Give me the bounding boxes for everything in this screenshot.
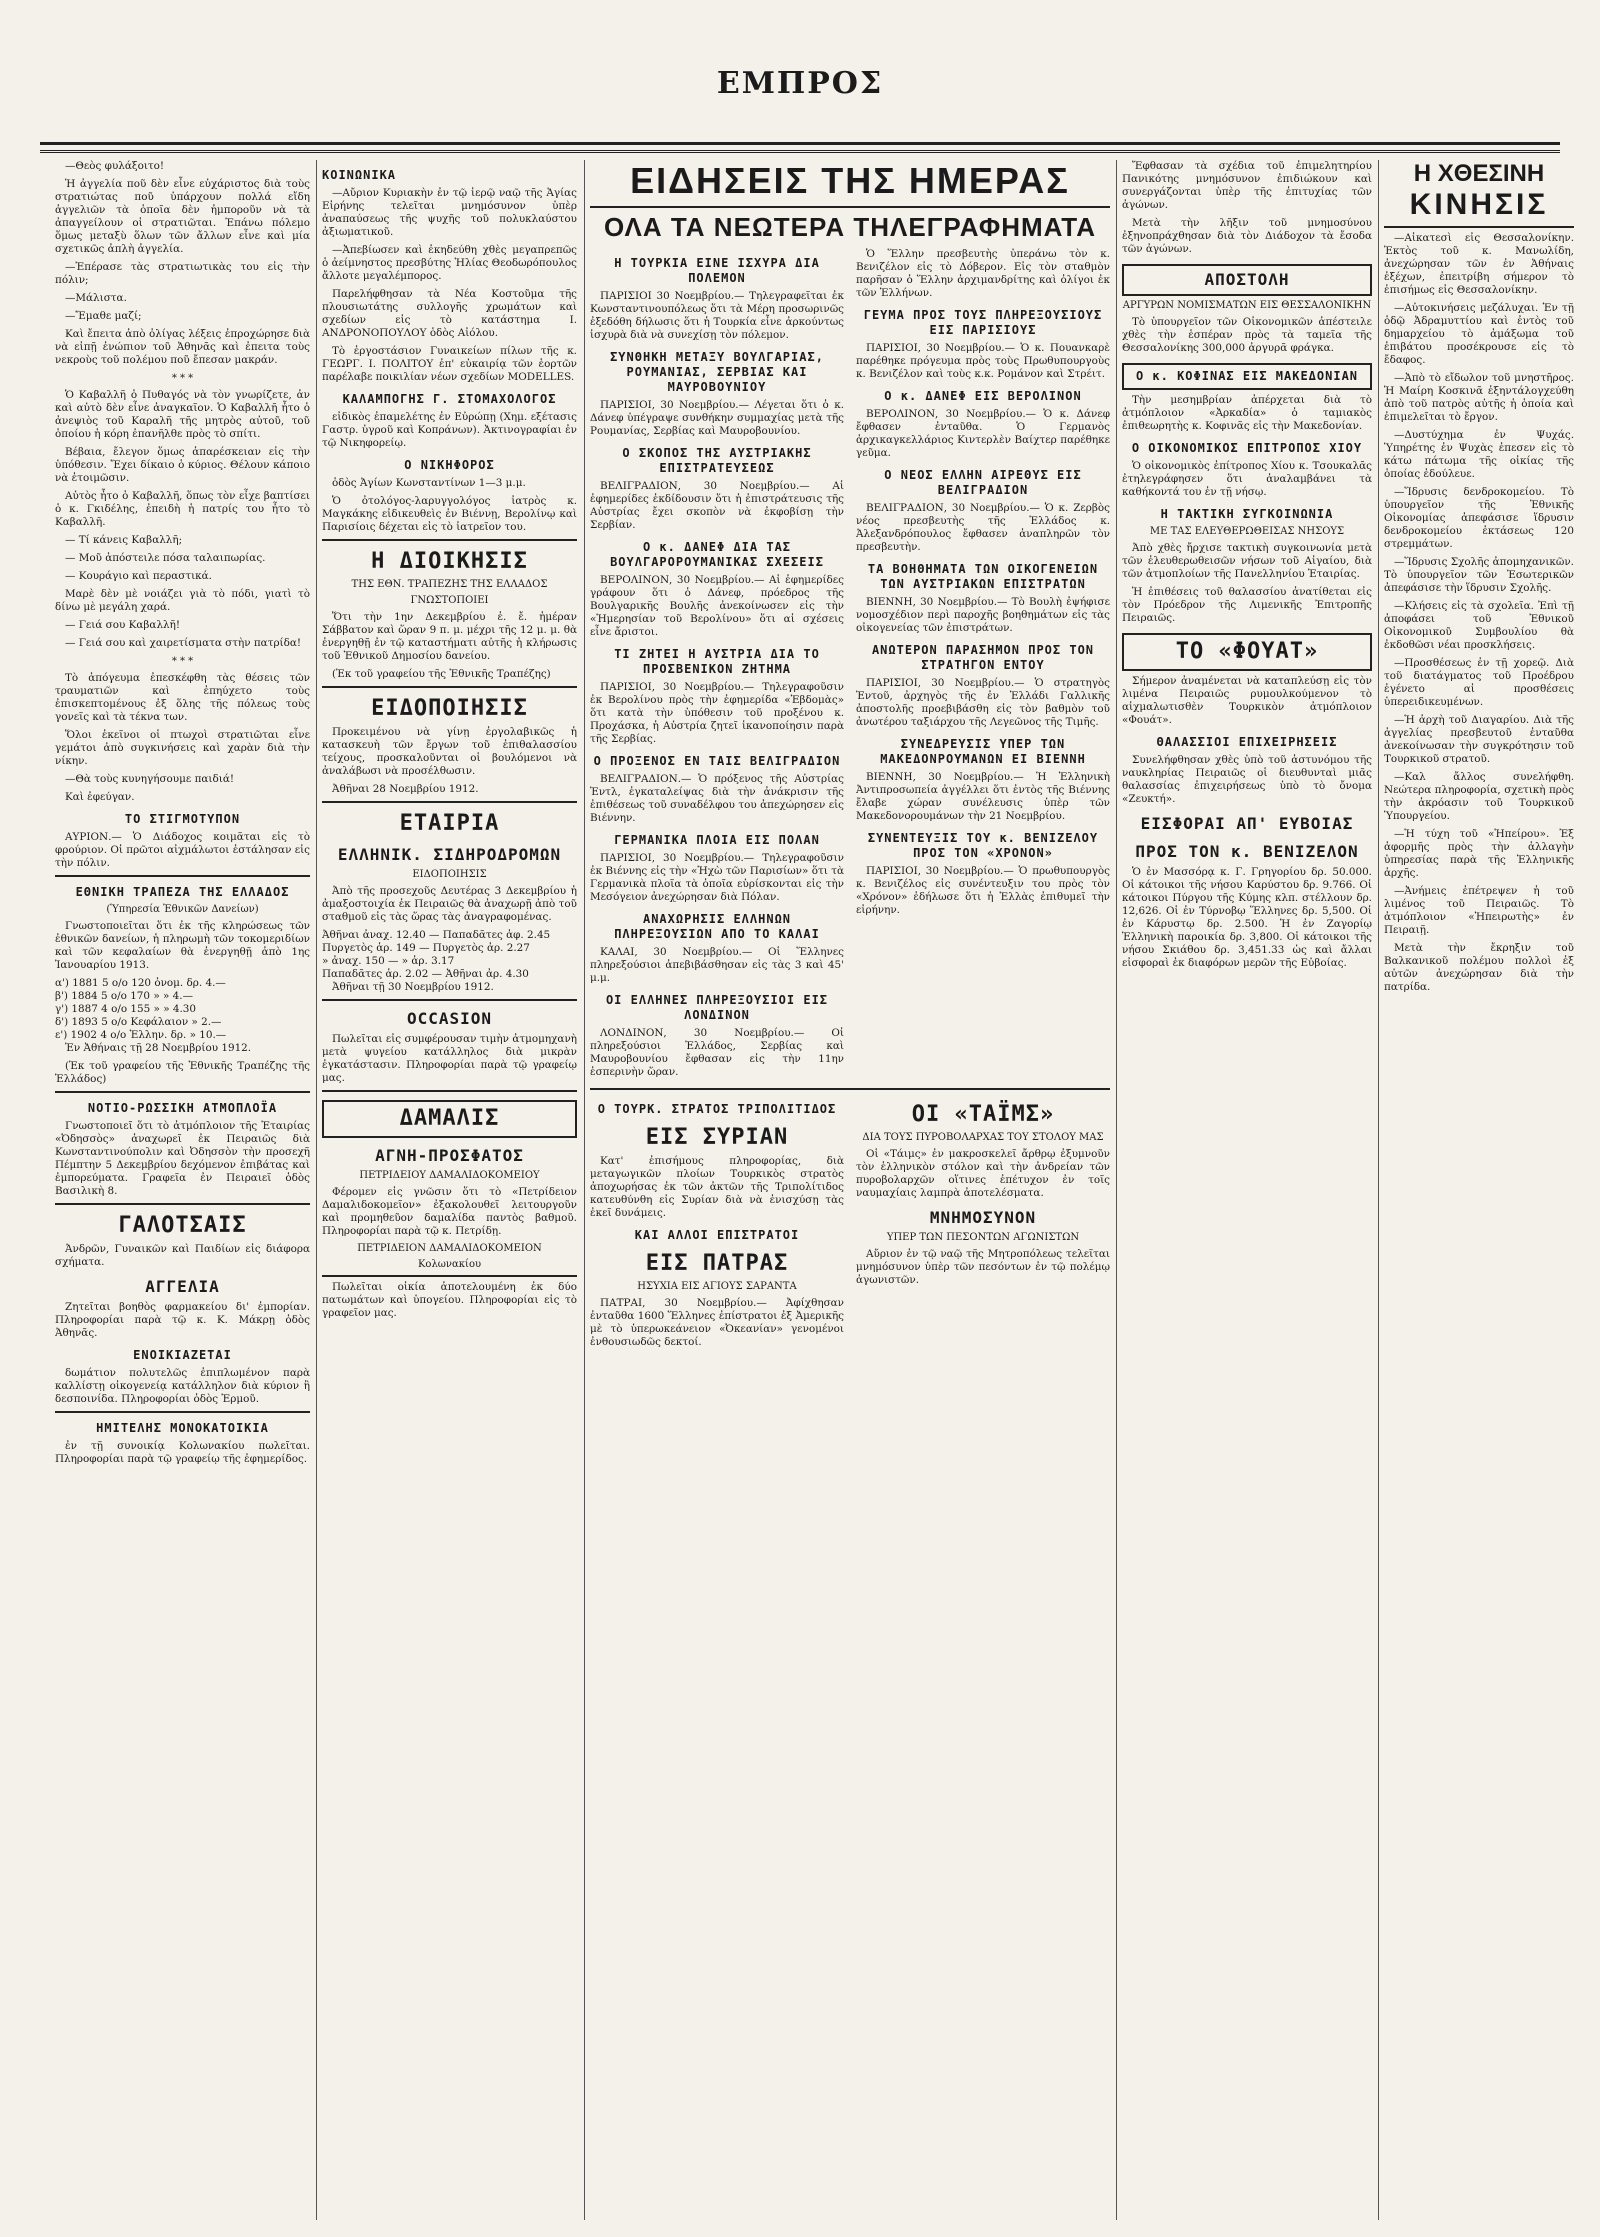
column-6 [1384,160,1574,2220]
ad-text: Προκειμένου νὰ γίνῃ ἐργολαβικῶς ἡ κατασκευὴ τῶν ἔργων τοῦ ἐπιθαλασσίου τείχους, προσκαλοῦνται οἱ βουλόμενοι νὰ ἀναλάβωσι νὰ προσέλθωσιν. [322,726,577,777]
news-heading: ΓΕΥΜΑ ΠΡΟΣ ΤΟΥΣ ΠΛΗΡΕΞΟΥΣΙΟΥΣ ΕΙΣ ΠΑΡΙΣΙΟΥΣ [863,308,1103,337]
ad-subheading: ΑΓΝΗ-ΠΡΟΣΦΑΤΟΣ [375,1146,524,1165]
asterisk-separator: * * * [171,373,194,384]
ad-subheading: ΕΙΔΟΠΟΙΗΣΙΣ [412,869,487,880]
rule [55,1411,310,1413]
news-subheading: ΔΙΑ ΤΟΥΣ ΠΥΡΟΒΟΛΑΡΧΑΣ ΤΟΥ ΣΤΟΛΟΥ ΜΑΣ [862,1132,1104,1143]
news-heading: ΣΥΝΕΔΡΕΥΣΙΣ ΥΠΕΡ ΤΩΝ ΜΑΚΕΔΟΝΡΟΥΜΑΝΩΝ ΕΙ ΒΙΕΝΝΗ [880,737,1086,766]
ad-heading: ΝΟΤΙΟ-ΡΩΣΣΙΚΗ ΑΤΜΟΠΛΟΪΑ [87,1101,278,1115]
news-item: Μετὰ τὴν ἔκρηξιν τοῦ Βαλκανικοῦ πολέμου πολλοὶ ἐξ αὐτῶν ἀνεχώρησαν διὰ τὴν πατρίδα. [1384,942,1574,993]
section-heading: Ο ΟΙΚΟΝΟΜΙΚΟΣ ΕΠΙΤΡΟΠΟΣ ΧΙΟΥ [1131,441,1363,455]
rule [322,686,577,688]
news-item: —Ἵδρυσις δενδροκομείου. Τὸ ὑπουργεῖον τῆς Ἐθνικῆς Οἰκονομίας ἀπεφάσισε ἵδρυσιν δενδροκομείου ἐκτάσεως 120 στρεμμάτων. [1384,486,1574,550]
article-paragraph: —Ἐπέρασε τὰς στρατιωτικὰς του εἰς τὴν πόλιν; [55,261,310,286]
news-text: ΠΑΡΙΣΙΟΙ, 30 Νοεμβρίου.— Ὁ πρωθυπουργὸς κ. Βενιζέλος εἰς συνέντευξιν του πρὸς τὸν «Χρόνον» ἐδήλωσε ὅτι ἡ Ἑλλὰς ἐπιθυμεῖ τὴν εἰρήνην. [856,865,1110,916]
timetable-line: » ἀναχ. 150 — » ἀρ. 3.17 [322,955,455,967]
ad-text: ἐν τῇ συνοικίᾳ Κολωνακίου πωλεῖται. Πληροφορίαι παρὰ τῷ γραφείῳ τῆς ἐφημερίδος. [55,1440,310,1465]
article-paragraph: Ὁ οἰκονομικὸς ἐπίτροπος Χίου κ. Τσουκαλᾶς ἐτηλεγράφησεν ὅτι ἀναλαμβάνει τὰ καθήκοντά του ἐν τῇ νήσῳ. [1122,460,1372,498]
news-subheading: ΥΠΕΡ ΤΩΝ ΠΕΣΟΝΤΩΝ ΑΓΩΝΙΣΤΩΝ [886,1232,1080,1243]
column-rule [1116,160,1117,2220]
news-text: Ὁ Ἕλλην πρεσβευτὴς ὑπεράνω τὸν κ. Βενιζέλον εἰς τὸ Δόβερον. Εἰς τὸν σταθμὸν παρῆσαν ὁ Ἕλλην ἀρχιμανδρίτης καὶ ὀλίγοι ἐκ τῶν Ἑλλήνων. [856,248,1110,299]
column-2 [322,160,577,2220]
section-heading: ΘΑΛΑΣΣΙΟΙ ΕΠΙΧΕΙΡΗΣΕΙΣ [1156,735,1338,749]
ad-subheading: (Ὑπηρεσία Ἐθνικῶν Δανείων) [106,904,259,915]
article-paragraph: —Μάλιστα. [65,292,127,304]
ad-subheading: ΠΕΤΡΙΔΕΙΟΥ ΔΑΜΑΛΙΔΟΚΟΜΕΙΟΥ [359,1170,540,1181]
ad-heading: ΕΙΔΟΠΟΙΗΣΙΣ [371,696,528,721]
news-text: ΠΑΤΡΑΙ, 30 Νοεμβρίου.— Ἀφίχθησαν ἐνταῦθα 1600 Ἕλληνες ἐπίστρατοι ἐξ Ἀμερικῆς μὲ τὸ ὑπερωκεάνειον «Ὀκεανίαν» γενομένοι ἐνθουσιωδῶς δεκτοί. [590,1297,844,1348]
news-heading: ΣΥΝΘΗΚΗ ΜΕΤΑΞΥ ΒΟΥΛΓΑΡΙΑΣ, ΡΟΥΜΑΝΙΑΣ, ΣΕΡΒΙΑΣ ΚΑΙ ΜΑΥΡΟΒΟΥΝΙΟΥ [610,350,824,394]
news-heading: Ο ΤΟΥΡΚ. ΣΤΡΑΤΟΣ ΤΡΙΠΟΛΙΤΙΔΟΣ [597,1102,837,1116]
ad-text: εἰδικὸς ἐπαμελέτης ἐν Εὐρώπῃ (Χημ. εξέτασις Γαστρ. ὑγροῦ καὶ Κοπράνων). Ἀκτινογραφίαι ἐν τῷ Νικηφορείῳ. [322,411,577,449]
masthead-title: ΕΜΠΡΟΣ [716,66,884,101]
news-heading: Η ΤΟΥΡΚΙΑ ΕΙΝΕ ΙΣΧΥΡΑ ΔΙΑ ΠΟΛΕΜΟΝ [614,256,820,285]
news-text: Οἱ «Τάιμς» ἐν μακροσκελεῖ ἄρθρῳ ἐξυμνοῦν τὸν ἑλληνικὸν στόλον καὶ τὴν ἀνδρείαν τῶν πυροβολαρχῶν οἵτινες ἐπέτυχον ἐν τοῖς ναυμαχίαις λαμπρὰ ἀποτελέσματα. [856,1148,1110,1199]
article-paragraph: —Αὔριον Κυριακὴν ἐν τῷ ἱερῷ ναῷ τῆς Ἁγίας Εἰρήνης τελεῖται μνημόσυνον ὑπὲρ ἀναπαύσεως τῆς ψυχῆς τοῦ πολυκλαύστου ἀξιωματικοῦ. [322,187,577,238]
ad-text: Πωλεῖται οἰκία ἀποτελουμένη ἐκ δύο πατωμάτων καὶ ὑπογείου. Πληροφορίαι εἰς τὸ γραφεῖον μας. [322,1281,577,1319]
timetable-line: Παπαδᾶτες ἀρ. 2.02 — Ἀθῆναι ἀρ. 4.30 [322,968,529,980]
news-item: —Αὐτοκινήσεις μεζάλυχαι. Ἐν τῇ ὁδῷ Ἀδραμυττίου καὶ ἐντὸς τοῦ δημαρχείου τὸ ἀμάξωμα τοῦ ἐπιβάτου προσέκρουσε εἰς τὸ ἔδαφος. [1384,302,1574,366]
news-item: —Ἀπὸ τὸ εἴδωλον τοῦ μνηστῆρος. Ἡ Μαίρη Κοσκινᾶ ἐξηντάλογχεύθη ἀπὸ τοῦ πατρὸς αὐτῆς ἡ ὁποία καὶ ἐπιμελεῖται τὸ ἔργον. [1384,372,1574,423]
ad-heading: Ο ΝΙΚΗΦΟΡΟΣ [404,458,495,472]
dialogue-line: — Γειά σου Καβαλλῆ! [65,619,181,631]
news-heading: ΑΝΩΤΕΡΟΝ ΠΑΡΑΣΗΜΟΝ ΠΡΟΣ ΤΟΝ ΣΤΡΑΤΗΓΟΝ ΕΝΤΟΥ [871,643,1095,672]
ad-heading: ΗΜΙΤΕΛΗΣ ΜΟΝΟΚΑΤΟΙΚΙΑ [96,1421,269,1435]
news-columns-bottom [590,1094,1110,1354]
dialogue-line: — Μοῦ ἀπόστειλε πόσα ταλαιπωρίας. [65,552,266,564]
rule [322,1090,577,1092]
column-5 [1122,160,1372,2220]
news-column-right [856,248,1110,1084]
timetable-line: Ἀθῆναι ἀναχ. 12.40 — Παπαδᾶτες ἀφ. 2.45 [322,929,551,941]
column-rule [1378,160,1379,2220]
section-subheading: ΑΡΓΥΡΩΝ ΝΟΜΙΣΜΑΤΩΝ ΕΙΣ ΘΕΣΣΑΛΟΝΙΚΗΝ [1122,300,1372,311]
ad-text: Φέρομεν εἰς γνῶσιν ὅτι τὸ «Πετρίδειον Δαμαλιδοκομεῖον» ἐξακολουθεῖ λειτουργοῦν καὶ προμηθεῦον δαμαλίδα παντὸς βαθμοῦ. Πληροφορίαι παρὰ τῷ κ. Πετρίδῃ. [322,1186,577,1237]
article-paragraph: Ἔφθασαν τὰ σχέδια τοῦ ἐπιμελητηρίου Πανικότης μνημόσυνον ἐπιδιώκουν καὶ συνεργάζονται ὑπὲρ τῆς ἐπιτυχίας τῶν ἀγώνων. [1122,160,1372,211]
news-text: ΚΑΛΑΙ, 30 Νοεμβρίου.— Οἱ Ἕλληνες πληρεξούσιοι ἀπεβιβάσθησαν εἰς τὰς 3 καὶ 45' μ.μ. [590,946,844,984]
bank-line: δ') 1893 5 ο/ο Κεφάλαιον » 2.— [55,1016,222,1028]
section-heading: Η ΧΘΕΣΙΝΗ [1413,160,1545,187]
news-item: —Ἵδρυσις Σχολῆς ἀπομηχανικῶν. Τὸ ὑπουργεῖον τῶν Ἐσωτερικῶν ἀπεφάσισε τὴν ἵδρυσιν Σχολῆς. [1384,556,1574,594]
article-paragraph: Σήμερον ἀναμένεται νὰ καταπλεύσῃ εἰς τὸν λιμένα Πειραιῶς ρυμουλκούμενον τὸ αἰχμαλωτισθὲν Τουρκικὸν ἀτμόπλοιον «Φουάτ». [1122,675,1372,726]
article-paragraph: ΑΥΡΙΟΝ.— Ὁ Διάδοχος κοιμᾶται εἰς τὸ φρούριον. Οἱ πρῶτοι αἰχμάλωτοι ἐστάλησαν εἰς τὴν πόλιν. [55,831,310,869]
ad-heading: OCCASION [406,1009,493,1028]
news-heading: ΜΝΗΜΟΣΥΝΟΝ [929,1208,1037,1227]
ad-heading: Η ΔΙΟΙΚΗΣΙΣ [371,549,528,574]
bank-line: γ') 1887 4 ο/ο 155 » » 4.30 [55,1003,196,1015]
article-paragraph: Τὸ ὑπουργεῖον τῶν Οἰκονομικῶν ἀπέστειλε χθὲς τὴν ἑσπέραν πρὸς τὰ ταμεῖα τῆς Θεσσαλονίκης 300,000 ἀργυρᾶ φράγκα. [1122,316,1372,354]
news-subheading: ΗΣΥΧΙΑ ΕΙΣ ΑΓΙΟΥΣ ΣΑΡΑΝΤΑ [637,1281,797,1292]
ad-subheading: ΕΛΛΗΝΙΚ. ΣΙΔΗΡΟΔΡΟΜΩΝ [337,845,562,864]
news-text: ΠΑΡΙΣΙΟΙ, 30 Νοεμβρίου.— Λέγεται ὅτι ὁ κ. Δάνεφ ὑπέγραψε συνθήκην συμμαχίας μετὰ τῆς Ρουμανίας, Σερβίας καὶ Μαυροβουνίου. [590,399,844,437]
news-heading: ΚΑΙ ΑΛΛΟΙ ΕΠΙΣΤΡΑΤΟΙ [634,1228,800,1242]
column-rule [316,160,317,2220]
news-item: —Ἡ τύχη τοῦ «Ἡπείρου». Ἐξ ἀφορμῆς πρὸς τὴν ἀλλαγὴν ὑπηρεσίας παρὰ τῆς Ἑλληνικῆς ἀρχῆς. [1384,828,1574,879]
article-paragraph: Καὶ ἐφεύγαν. [65,791,135,803]
masthead-rule [40,142,1560,145]
article-paragraph: Παρελήφθησαν τὰ Νέα Κοστοῦμα τῆς πλουσιωτάτης συλλογῆς χρωμάτων καὶ σχεδίων εἰς τὸ κατάστημα Ι. ΑΝΔΡΟΝΟΠΟΥΛΟΥ ὁδὸς Αἰόλου. [322,288,577,339]
ad-text: Ἀπὸ τῆς προσεχοῦς Δευτέρας 3 Δεκεμβρίου ἡ ἀμαξοστοιχία ἐκ Πειραιῶς θὰ ἀναχωρῇ ἀπὸ τοῦ σταθμοῦ εἰς τὰς ὥρας τὰς ἀναγραφομένας. [322,885,577,923]
ad-signature: Κολωνακίου [417,1259,482,1270]
asterisk-separator: * * * [171,656,194,667]
news-text: ΒΕΛΙΓΡΑΔΙΟΝ, 30 Νοεμβρίου.— Ὁ κ. Ζερβὸς νέος πρεσβευτὴς τῆς Ἑλλάδος κ. Ἀλεξανδρόπουλος ἔφθασεν ἀναπληρῶν τὸν πρεσβευτὴν. [856,502,1110,553]
article-paragraph: —Θὰ τοὺς κυνηγήσουμε παιδιά! [65,773,235,785]
article-paragraph: Τὴν μεσημβρίαν ἀπέρχεται διὰ τὸ ἀτμόπλοιον «Ἀρκαδία» ὁ ταμιακὸς ἐπιθεωρητὴς κ. Κοφινᾶς εἰς τὴν Μακεδονίαν. [1122,394,1372,432]
news-heading-large: ΕΙΣ ΠΑΤΡΑΣ [645,1251,789,1276]
news-heading: ΓΕΡΜΑΝΙΚΑ ΠΛΟΙΑ ΕΙΣ ΠΟΛΑΝ [614,833,820,847]
article-paragraph: Αὐτὸς ἦτο ὁ Καβαλλῆ, ὅπως τὸν εἶχε βαπτίσει ὁ κ. Γκιδέλης, ἐπειδὴ ἡ πατρίς του ἦτο τὸ Καβαλλῆ. [55,490,310,528]
news-item: —Ἀνήμεις ἐπέτρεψεν ἡ τοῦ λιμένος τοῦ Πειραιῶς. Τὸ ἀτμόπλοιον «Ἠπειρωτὴς» ἐν Πειραιῇ. [1384,885,1574,936]
news-column-right-bottom [856,1094,1110,1354]
article-paragraph: Ἡ ἐπιθέσεις τοῦ θαλασσίου ἀνατίθεται εἰς τὸν Πρόεδρον τῆς Λιμενικῆς Ἐπιτροπῆς Πειραιῶς. [1122,586,1372,624]
ad-heading: ΚΑΛΑΜΠΟΓΗΣ Γ. ΣΤΟΜΑΧΟΛΟΓΟΣ [342,392,557,406]
article-paragraph: Ὅλοι ἐκεῖνοι οἱ πτωχοὶ στρατιῶται εἶνε γεμάτοι ἀπὸ συγκινήσεις καὶ χαρὰν διὰ τὴν νίκην. [55,729,310,767]
news-heading-large: ΕΙΣ ΣΥΡΙΑΝ [645,1125,789,1150]
news-text: ΒΙΕΝΝΗ, 30 Νοεμβρίου.— Ἡ Ἑλληνικὴ Ἀντιπροσωπεία ἀγγέλλει ὅτι ἐντὸς τῆς Βιέννης ἔλαβε χώραν συνέλευσις ὑπὲρ τῶν Μακεδονορουμάνων τὴν 21 Νοεμβρίου. [856,771,1110,822]
news-column-left-bottom [590,1094,844,1354]
section-heading: ΚΟΙΝΩΝΙΚΑ [322,168,397,182]
news-text: ΠΑΡΙΣΙΟΙ 30 Νοεμβρίου.— Τηλεγραφεῖται ἐκ Κωνσταντινουπόλεως ὅτι τὰ Μέρη προσωρινῶς ἐξεδόθη δήλωσις ὅτι ἡ Τουρκία εἶνε ἀρκούντως ἰσχυρὰ διὰ νὰ συνεχίσῃ τὸν πόλεμον. [590,290,844,341]
rule [322,801,577,803]
rule [322,539,577,541]
dialogue-line: — Κουράγιο καὶ περαστικά. [65,570,212,582]
news-heading: ΑΝΑΧΩΡΗΣΙΣ ΕΛΛΗΝΩΝ ΠΛΗΡΕΞΟΥΣΙΩΝ ΑΠΟ ΤΟ ΚΑΛΑΙ [614,912,820,941]
news-text: ΒΕΛΙΓΡΑΔΙΟΝ, 30 Νοεμβρίου.— Αἱ ἐφημερίδες ἐκδίδουσιν ὅτι ἡ ἐπιστράτευσις τῆς Αὐστρίας ἔχει σκοπὸν νὰ ἐκφοβίσῃ τὴν Σερβίαν. [590,480,844,531]
rule [590,1088,1110,1090]
section-heading: ΤΟ ΣΤΙΓΜΟΤΥΠΟΝ [124,812,241,826]
news-text: ΠΑΡΙΣΙΟΙ, 30 Νοεμβρίου.— Τηλεγραφοῦσιν ἐκ Βιέννης εἰς τὴν «Ἠχὼ τῶν Παρισίων» ὅτι τὰ Γερμανικὰ πλοῖα τὰ ὁποῖα εὑρίσκονται εἰς τὴν Μεσόγειον ἀνεχώρησαν διὰ Πόλαν. [590,852,844,903]
article-paragraph: Ὁ Καβαλλῆ ὁ Πυθαγός νὰ τὸν γνωρίζετε, ἀν καὶ αὐτὸ δὲν εἶνε ἀναγκαῖον. Ὁ Καβαλλῆ ἦτο ὁ ἀνεψιὸς τοῦ Καραλῆ τῆς μητρὸς αὐτοῦ, τοῦ ὁποίου ἡ κόρη ἐπανῆλθε πρὸς τὸ σπίτι. [55,389,310,440]
ad-signature: ΠΕΤΡΙΔΕΙΟΝ ΔΑΜΑΛΙΔΟΚΟΜΕΙΟΝ [357,1243,542,1254]
news-heading: Ο ΝΕΟΣ ΕΛΛΗΝ ΑΙΡΕΘΥΣ ΕΙΣ ΒΕΛΙΓΡΑΔΙΟΝ [884,468,1082,497]
rule [1384,226,1574,228]
ad-text: Ἀνδρῶν, Γυναικῶν καὶ Παιδίων εἰς διάφορα σχήματα. [55,1243,310,1268]
bank-line: α') 1881 5 ο/ο 120 ὀνομ. δρ. 4.— [55,977,226,989]
ad-text: Ὅτι τὴν 1ην Δεκεμβρίου ἐ. ἔ. ἡμέραν Σάββατον καὶ ὥραν 9 π. μ. μέχρι τῆς 12 μ. μ. θὰ ἐνεργηθῇ ἐν τῷ καταστήματι αὐτῆς ἡ κλήρωσις τοῦ Ἐθνικοῦ Δημοσίου δανείου. [322,611,577,662]
article-paragraph: —Ἔμαθε μαζί; [65,310,142,322]
section-heading: Η ΤΑΚΤΙΚΗ ΣΥΓΚΟΙΝΩΝΙΑ [1160,507,1334,521]
news-text: ΒΕΡΟΛΙΝΟΝ, 30 Νοεμβρίου.— Αἱ ἐφημερίδες γράφουν ὅτι ὁ Δάνεφ, πρόεδρος τῆς Βουλγαρικῆς Βουλῆς ἀνεκοίνωσεν εἰς τὴν «Ἡμερησίαν τοῦ Βερολίνου» ὅτι αἱ σχέσεις εἶνε ἄριστοι. [590,574,844,638]
article-paragraph: Ἀπὸ χθὲς ἤρχισε τακτικὴ συγκοινωνία μετὰ τῶν ἐλευθερωθεισῶν νήσων τοῦ Αἰγαίου, διὰ τῶν ἀτμοπλοίων τῆς Πανελληνίου Ἑταιρίας. [1122,542,1372,580]
news-heading: ΤΑ ΒΟΗΘΗΜΑΤΑ ΤΩΝ ΟΙΚΟΓΕΝΕΙΩΝ ΤΩΝ ΑΥΣΤΡΙΑΚΩΝ ΕΠΙΣΤΡΑΤΩΝ [867,562,1099,591]
bank-line: ε') 1902 4 ο/ο Ἑλλην. δρ. » 10.— [55,1029,227,1041]
dialogue-line: Μαρὲ δὲν μὲ νοιάζει γιὰ τὸ πόδι, γιατὶ τὸ δίνω μὲ μεγάλη χαρά. [55,588,310,613]
ad-text: Ζητεῖται βοηθὸς φαρμακείου δι' ἐμπορίαν. Πληροφορίαι παρὰ τῷ κ. Κ. Μάκρῃ ὁδὸς Ἀθηνᾶς. [55,1301,310,1339]
news-title: ΕΙΔΗΣΕΙΣ ΤΗΣ ΗΜΕΡΑΣ [630,160,1070,201]
rule [55,1091,310,1093]
timetable-line: Πυργετὸς ἀρ. 149 — Πυργετὸς ἀρ. 2.27 [322,942,530,954]
masthead [40,0,1560,153]
ad-heading: ΕΝΟΙΚΙΑΖΕΤΑΙ [133,1348,232,1362]
article-paragraph: —Ἀπεβίωσεν καὶ ἐκηδεύθη χθὲς μεγαπρεπῶς ὁ ἀείμνηστος πρεσβύτης Ἠλίας Θεοδωρόπουλος ἄλλοτε μεγαλέμπορος. [322,244,577,282]
article-paragraph: Ὁ ἐν Μασσόρᾳ κ. Γ. Γρηγορίου δρ. 50.000. Οἱ κάτοικοι τῆς νήσου Καρύστου δρ. 9.766. Οἱ κάτοικοι Πύργου τῆς Κύμης κλπ. στέλλουν δρ. 12,626. Οἱ ἐν Τύρνοβῳ Ἕλληνες δρ. 5,500. Οἱ ἐν Κάρυστῳ δρ. 2.500. Ἡ ἐν Ζαγορίῳ Ἑλληνικὴ παροικία δρ. 3,800. Οἱ κάτοικοι τῆς νήσου Σκιάθου δρ. 3,451.33 ὡς καὶ ἄλλαι εἰσφοραὶ ἐκ διαφόρων μερῶν τῆς Εὐβοίας. [1122,866,1372,969]
section-heading: ΑΠΟΣΤΟΛΗ [1122,264,1372,296]
news-column-left [590,248,844,1084]
news-text: Κατ' ἐπισήμους πληροφορίας, διὰ μεταγωγικῶν πλοίων Τουρκικὸς στρατὸς ἀποχωρήσας ἐκ τῶν ἀκτῶν τῆς Τριπολίτιδος κατευθύνθη εἰς Συρίαν διὰ νὰ ἐνισχύσῃ τὰς ἐκεῖ δυνάμεις. [590,1155,844,1219]
ad-heading: ΔΑΜΑΛΙΣ [322,1100,577,1138]
news-text: ΛΟΝΔΙΝΟΝ, 30 Νοεμβρίου.— Οἱ πληρεξούσιοι Ἑλλάδος, Σερβίας καὶ Μαυροβουνίου ἔφθασαν εἰς τὴν 11ην ἑσπερινὴν ὥραν. [590,1027,844,1078]
ad-text: Ὁ ὀτολόγος-λαρυγγολόγος ἰατρὸς κ. Μαγκάκης εἰδικευθεὶς ἐν Βιέννῃ, Βερολίνῳ καὶ Παρισίοις δέχεται εἰς τὸ ἰατρεῖον του. [322,495,577,533]
article-paragraph: Μετὰ τὴν λῆξιν τοῦ μνημοσύνου ἐξηνοπράχθησαν διὰ τὸν Διάδοχον τὰ ἔσοδα τῶν ἀγώνων. [1122,217,1372,255]
ad-heading: ΕΤΑΙΡΙΑ [399,811,500,836]
section-heading: Ο κ. ΚΟΦΙΝΑΣ ΕΙΣ ΜΑΚΕΔΟΝΙΑΝ [1122,363,1372,390]
rule [322,999,577,1001]
news-item: —Αἰκατεσὶ εἰς Θεσσαλονίκην. Ἐκτὸς τοῦ κ. Μανωλίδη, ἀνεχώρησαν τῶν ἐν Ἀθήναις ἐξέχων, ἐπειτρίβη σήμερον τὸ ἐπισήμως εἰς Θεσσαλονίκην. [1384,232,1574,296]
rule [55,875,310,877]
news-text: ΠΑΡΙΣΙΟΙ, 30 Νοεμβρίου.— Ὁ στρατηγὸς Ἐντοῦ, ἀρχηγὸς τῆς ἐν Ἑλλάδι Γαλλικῆς ἀποστολῆς προεβιβάσθη εἰς τὸν βαθμὸν τοῦ ἀνωτέρου ταξιάρχου τῆς Λεγεῶνος τῆς Τιμῆς. [856,677,1110,728]
news-heading: Ο κ. ΔΑΝΕΦ ΔΙΑ ΤΑΣ ΒΟΥΛΓΑΡΟΡΟΥΜΑΝΙΚΑΣ ΣΧΕΣΕΙΣ [610,540,824,569]
article-paragraph: Καὶ ἔπειτα ἀπὸ ὀλίγας λέξεις ἐπροχώρησε διὰ νὰ εἰπῇ ἐνώπιον τοῦ Ἀθηνᾶς καὶ ἐπειτα τοὺς νεκροὺς τοῦ πολέμου ποῦ ἔπεσαν μακράν. [55,328,310,366]
article-paragraph: Βέβαια, ἔλεγον ὅμως ἀπαρέσκειαν εἰς τὴν ὑπόθεσιν. Ἔχει δίκαιο ὁ κύριος. Θέλουν κάποιο νὰ ἐτοιμῶσιν. [55,446,310,484]
section-subheading: ΠΡΟΣ ΤΟΝ κ. ΒΕΝΙΖΕΛΟΝ [1135,842,1359,861]
rule [590,206,1110,208]
dialogue-line: — Τί κάνεις Καβαλλῆ; [65,534,183,546]
section-heading: ΕΙΣΦΟΡΑΙ ΑΠ' ΕΥΒΟΙΑΣ [1140,814,1354,833]
rule [55,1203,310,1205]
ad-text: Πωλεῖται εἰς συμφέρουσαν τιμὴν ἀτμομηχανὴ μετὰ ψυγείου κατάλληλος διὰ μικρὰν ἐγκατάστασιν. Πληροφορίαι παρὰ τῷ γραφείῳ μας. [322,1033,577,1084]
ad-text: Γνωστοποιεῖ ὅτι τὸ ἀτμόπλοιον τῆς Ἑταιρίας «Ὀδησσὸς» ἀναχωρεῖ ἐκ Πειραιῶς διὰ Κωνσταντινούπολιν καὶ Ὀδησσὸν τὴν προσεχῆ Πέμπτην 5 Δεκεμβρίου δεχόμενον ἐπιβάτας καὶ ἐμπορεύματα. Γραφεῖα ἐν Πειραιεῖ ὁδὸς Βασιλικὴ 8. [55,1120,310,1197]
news-heading: Ο ΠΡΟΞΕΝΟΣ ΕΝ ΤΑΙΣ ΒΕΛΙΓΡΑΔΙΟΝ [593,754,841,768]
article-paragraph: —Θεὸς φυλάξοιτο! [65,160,165,172]
ad-heading: ΕΘΝΙΚΗ ΤΡΑΠΕΖΑ ΤΗΣ ΕΛΛΑΔΟΣ [75,885,290,899]
column-1 [55,160,310,2220]
news-section [590,160,1110,2220]
news-subtitle: ΟΛΑ ΤΑ ΝΕΩΤΕΡΑ ΤΗΛΕΓΡΑΦΗΜΑΤΑ [603,212,1096,242]
section-subheading: ΜΕ ΤΑΣ ΕΛΕΥΘΕΡΩΘΕΙΣΑΣ ΝΗΣΟΥΣ [1149,526,1345,537]
news-heading: Ο ΣΚΟΠΟΣ ΤΗΣ ΑΥΣΤΡΙΑΚΗΣ ΕΠΙΣΤΡΑΤΕΥΣΕΩΣ [622,446,812,475]
ad-heading: ΓΑΛΟΤΣΑΙΣ [118,1213,247,1238]
news-text: Αὔριον ἐν τῷ ναῷ τῆς Μητροπόλεως τελεῖται μνημόσυνον ὑπὲρ τῶν πεσόντων ἐν τῷ πολέμῳ ἀγωνιστῶν. [856,1248,1110,1286]
news-item: —Δυστύχημα ἐν Ψυχάς. Ὑπηρέτης ἐν Ψυχὰς ἐπεσεν εἰς τὸ κάτω πάτωμα τῆς οἰκίας τῆς ὁποίας ἐδούλευε. [1384,429,1574,480]
rule [322,1275,577,1277]
news-columns [590,248,1110,1084]
ad-date: Ἐν Ἀθήναις τῇ 28 Νοεμβρίου 1912. [65,1042,252,1054]
news-text: ΠΑΡΙΣΙΟΙ, 30 Νοεμβρίου.— Τηλεγραφοῦσιν ἐκ Βερολίνου πρὸς τὴν ἐφημερίδα «Ἐβδομὰς» ὅτι κατὰ τὴν ὑπόθεσιν τοῦ προξένου κ. Προχάσκα, ἡ Αὐστρία ζητεῖ ἱκανοποίησιν παρὰ τῆς Σερβίας. [590,681,844,745]
news-heading: ΤΙ ΖΗΤΕΙ Η ΑΥΣΤΡΙΑ ΔΙΑ ΤΟ ΠΡΟΣΒΕΝΙΚΟΝ ΖΗΤΗΜΑ [614,647,820,676]
ad-date: Ἀθῆναι τῇ 30 Νοεμβρίου 1912. [332,981,494,993]
article-paragraph: Τὸ ἀπόγευμα ἐπεσκέφθη τὰς θέσεις τῶν τραυματιῶν καὶ ἐπηύχετο τοὺς ἐπισκεπτομένους ἐξ ὅλης τῆς πόλεως τοὺς γονεῖς καὶ τὰ τέκνα των. [55,672,310,723]
article-paragraph: Ἡ ἀγγελία ποῦ δὲν εἶνε εὐχάριστος διὰ τοὺς στρατιώτας ποῦ ὑπάρχουν πολλά εἴδη ἀγγελιῶν τὰ ὁποῖα δὲν ἠμποροῦν νὰ τὰ ἀπαγγείλουν οἱ στρατιῶται. Ἐπάνω πόλεμο ὅμως μεταξὺ ὅλων τῶν ἄλλων εἶνε καὶ μία σχετικῶς ἀπλὴ ἀγγελία. [55,178,310,255]
news-text: ΒΕΡΟΛΙΝΟΝ, 30 Νοεμβρίου.— Ὁ κ. Δάνεφ ἔφθασεν ἐνταῦθα. Ὁ Γερμανὸς ἀρχικαγκελλάριος Κιντερλὲν Βαίχτερ παρέθηκε γεῦμα. [856,408,1110,459]
news-heading: ΣΥΝΕΝΤΕΥΞΙΣ ΤΟΥ κ. ΒΕΝΙΖΕΛΟΥ ΠΡΟΣ ΤΟΝ «ΧΡΟΝΟΝ» [867,831,1099,860]
dialogue-line: — Γειά σου καὶ χαιρετίσματα στὴν πατρίδα! [65,637,302,649]
section-heading: ΤΟ «ΦΟΥΑΤ» [1122,633,1372,671]
article-paragraph: Τὸ ἐργοστάσιον Γυναικείων πίλων τῆς κ. ΓΕΩΡΓ. Ι. ΠΟΛΙΤΟΥ ἐπ' εὐκαιρίᾳ τῶν ἑορτῶν παρέλαβε ποικιλίαν νέων σχεδίων MODELLES. [322,345,577,383]
news-text: ΒΙΕΝΝΗ, 30 Νοεμβρίου.— Τὸ Βουλὴ ἐψήφισε νομοσχέδιον περὶ παροχῆς βοηθημάτων εἰς τὰς οἰκογενείας τῶν ἐπιστράτων. [856,596,1110,634]
article-paragraph: Συνελήφθησαν χθὲς ὑπὸ τοῦ ἀστυνόμου τῆς ναυκληρίας Πειραιῶς οἱ διευθυνταὶ μιᾶς θαλασσίας ἐπιχειρήσεως ὑπὸ τὸ ὄνομα «Ζευκτή». [1122,754,1372,805]
ad-text: δωμάτιον πολυτελῶς ἐπιπλωμένον παρὰ καλλίστῃ οἰκογενείᾳ κατάλληλον διὰ κύριον ἢ δεσποινίδα. Πληροφορίαι ὁδὸς Ἐρμοῦ. [55,1367,310,1405]
ad-subheading: ΤΗΣ ΕΘΝ. ΤΡΑΠΕΖΗΣ ΤΗΣ ΕΛΛΑΔΟΣ [351,579,548,590]
column-rule [584,160,585,2220]
ad-text: Γνωστοποιεῖται ὅτι ἐκ τῆς κληρώσεως τῶν ἐθνικῶν δανείων, ἡ πληρωμὴ τῶν τοκομεριδίων καὶ τῶν κεφαλαίων θὰ ἐνεργηθῇ ἀπὸ 1ης Ἰανουαρίου 1913. [55,920,310,971]
news-item: —Καλ ἄλλος συνελήφθη. Νεώτερα πληροφορία, σχετικὴ πρὸς τὴν ἀκρόασιν τοῦ Τουρκικοῦ Ὑπουργείου. [1384,771,1574,822]
ad-heading: ΑΓΓΕΛΙΑ [145,1277,220,1296]
section-heading-large: ΚΙΝΗΣΙΣ [1409,188,1549,221]
ad-signature: (Ἐκ τοῦ γραφείου τῆς Ἐθνικῆς Τραπέζης) [332,668,551,680]
news-heading-large: ΟΙ «ΤΑΪΜΣ» [911,1102,1055,1127]
bank-line: β') 1884 5 ο/ο 170 » » 4.— [55,990,193,1002]
ad-date: Ἀθῆναι 28 Νοεμβρίου 1912. [332,783,479,795]
news-text: ΠΑΡΙΣΙΟΙ, 30 Νοεμβρίου.— Ὁ κ. Πουανκαρὲ παρέθηκε πρόγευμα πρὸς τοὺς Πρωθυπουργοὺς κ. Βενιζέλον καὶ τοὺς κ.κ. Ρομάνον καὶ Στρέιτ. [856,342,1110,380]
news-heading: ΟΙ ΕΛΛΗΝΕΣ ΠΛΗΡΕΞΟΥΣΙΟΙ ΕΙΣ ΛΟΝΔΙΝΟΝ [605,993,829,1022]
ad-signature: (Ἐκ τοῦ γραφείου τῆς Ἐθνικῆς Τραπέζης τῆς Ἑλλάδος) [55,1060,310,1085]
news-heading: Ο κ. ΔΑΝΕΦ ΕΙΣ ΒΕΡΟΛΙΝΟΝ [884,389,1082,403]
news-item: —Κλήσεις εἰς τὰ σχολεῖα. Ἐπὶ τῇ ἀποφάσει τοῦ Ἐθνικοῦ Οἰκονομικοῦ Συμβουλίου θὰ ἐκδοθῶσι νέαι προσκλήσεις. [1384,600,1574,651]
news-text: ΒΕΛΙΓΡΑΔΙΟΝ.— Ὁ πρόξενος τῆς Αὐστρίας Ἐντλ, ἐγκαταλείψας διὰ τὴν ἀνάκρισιν τῆς ἐπιθέσεως τοῦ συναδέλφου του ἀπεχώρησεν εἰς Βιέννην. [590,773,844,824]
ad-subheading: ΓΝΩΣΤΟΠΟΙΕΙ [410,595,489,606]
news-item: —Προσθέσεως ἐν τῇ χορεῷ. Διὰ τοῦ διατάγματος τοῦ Προέδρου ἐγένετο αἱ προσθέσεις ὑπερειδικευμένων. [1384,657,1574,708]
ad-text: ὁδὸς Ἀγίων Κωνσταντίνων 1—3 μ.μ. [332,477,526,489]
news-item: —Ἡ ἀρχὴ τοῦ Διαγαρίου. Διὰ τῆς ἀγγελίας πρεσβευτοῦ ἐνταῦθα ἀνεκοίνωσαν τὴν συγκρότησιν τοῦ Τουρκικοῦ στρατοῦ. [1384,714,1574,765]
